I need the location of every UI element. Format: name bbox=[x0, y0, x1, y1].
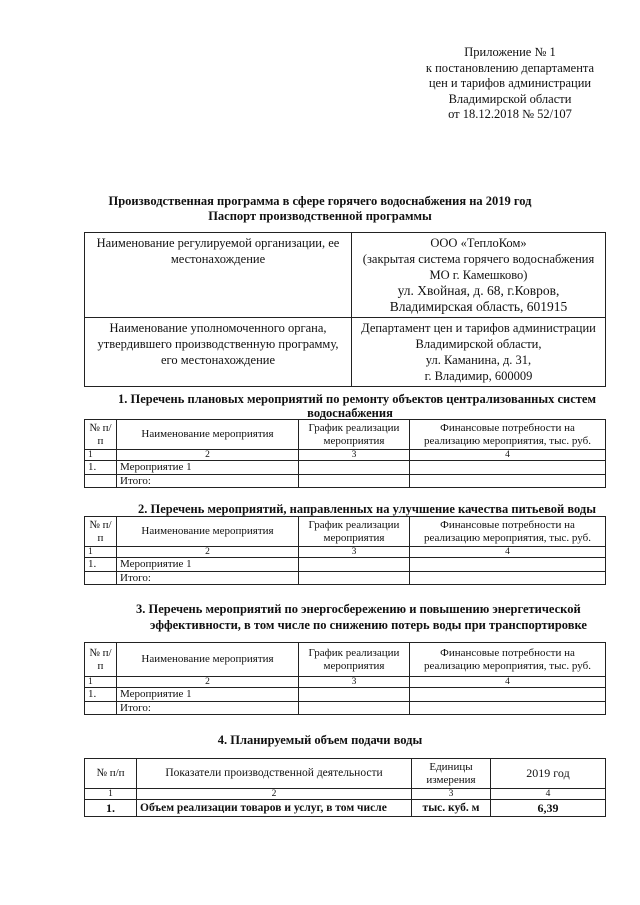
passport-label: Наименование уполномоченного органа, утвердившего производственную программу, его местонахождение bbox=[85, 318, 352, 387]
passport-value bbox=[352, 318, 606, 387]
row-schedule bbox=[299, 701, 410, 715]
document-title: Производственная программа в сфере горячего водоснабжения на 2019 год bbox=[108, 194, 532, 208]
passport-table bbox=[84, 232, 606, 387]
appendix-note bbox=[400, 45, 620, 123]
row-indicator: Объем реализации товаров и услуг, в том числе bbox=[137, 800, 412, 817]
row-no bbox=[85, 474, 117, 488]
appendix-line: Приложение № 1 bbox=[464, 45, 556, 59]
row-name: Мероприятие 1 bbox=[117, 688, 299, 702]
section2-table bbox=[84, 516, 606, 585]
row-finance bbox=[410, 461, 606, 475]
col-header-no: № п/п bbox=[85, 517, 117, 547]
col-header-name: Наименование мероприятия bbox=[117, 517, 299, 547]
row-no: 1. bbox=[85, 688, 117, 702]
section1-title: 1. Перечень плановых мероприятий по ремонту объектов централизованных систем bbox=[118, 392, 596, 406]
passport-value-line: (закрытая система горячего водоснабжения bbox=[362, 252, 595, 266]
col-number: 4 bbox=[491, 789, 606, 800]
passport-value-line: Владимирской области, bbox=[415, 337, 542, 351]
col-number: 1 bbox=[85, 789, 137, 800]
row-schedule bbox=[299, 558, 410, 572]
document-subtitle: Паспорт производственной программы bbox=[208, 209, 432, 223]
passport-value-line: г. Владимир, 600009 bbox=[424, 369, 533, 383]
col-number: 1 bbox=[85, 547, 117, 558]
total-label: Итого: bbox=[117, 571, 299, 585]
section1-title-cont: водоснабжения bbox=[307, 406, 393, 420]
col-header-no: № п/п bbox=[85, 759, 137, 789]
total-label: Итого: bbox=[117, 701, 299, 715]
row-no: 1. bbox=[85, 800, 137, 817]
col-header-name: Наименование мероприятия bbox=[117, 643, 299, 677]
col-number: 3 bbox=[299, 677, 410, 688]
row-schedule bbox=[299, 461, 410, 475]
col-header-year: 2019 год bbox=[491, 759, 606, 789]
appendix-line: цен и тарифов администрации bbox=[428, 76, 592, 90]
col-header-finance: Финансовые потребности на реализацию мероприятия, тыс. руб. bbox=[410, 420, 606, 450]
row-finance bbox=[410, 688, 606, 702]
passport-value-line: Департамент цен и тарифов администрации bbox=[361, 321, 596, 335]
row-value: 6,39 bbox=[491, 800, 606, 817]
row-schedule bbox=[299, 571, 410, 585]
row-unit: тыс. куб. м bbox=[412, 800, 491, 817]
passport-value-line: ул. Хвойная, д. 68, г.Ковров, bbox=[397, 283, 560, 298]
col-header-schedule: График реализации мероприятия bbox=[299, 517, 410, 547]
row-finance bbox=[410, 701, 606, 715]
row-no bbox=[85, 571, 117, 585]
col-header-indicator: Показатели производственной деятельности bbox=[137, 759, 412, 789]
col-number: 3 bbox=[299, 450, 410, 461]
row-finance bbox=[410, 571, 606, 585]
col-number: 2 bbox=[137, 789, 412, 800]
row-no bbox=[85, 701, 117, 715]
col-number: 2 bbox=[117, 547, 299, 558]
col-number: 2 bbox=[117, 677, 299, 688]
col-number: 4 bbox=[410, 450, 606, 461]
col-header-finance: Финансовые потребности на реализацию мероприятия, тыс. руб. bbox=[410, 517, 606, 547]
section3-title-cont: эффективности, в том числе по снижению потерь воды при транспортировке bbox=[150, 618, 587, 632]
passport-value-line: Владимирская область, 601915 bbox=[389, 299, 568, 314]
col-header-no: № п/п bbox=[85, 643, 117, 677]
appendix-line: Владимирской области bbox=[448, 91, 572, 106]
section2-title: 2. Перечень мероприятий, направленных на улучшение качества питьевой воды bbox=[138, 502, 596, 516]
col-number: 1 bbox=[85, 450, 117, 461]
passport-value bbox=[352, 233, 606, 318]
section4-table bbox=[84, 758, 606, 817]
col-header-schedule: График реализации мероприятия bbox=[299, 643, 410, 677]
col-header-finance: Финансовые потребности на реализацию мероприятия, тыс. руб. bbox=[410, 643, 606, 677]
passport-value-line: ул. Каманина, д. 31, bbox=[425, 353, 532, 367]
section3-title: 3. Перечень мероприятий по энергосбережению и повышению энергетической bbox=[136, 602, 581, 616]
appendix-line: от 18.12.2018 № 52/107 bbox=[448, 107, 572, 121]
passport-value-line: ООО «ТеплоКом» bbox=[430, 236, 527, 250]
passport-label: Наименование регулируемой организации, ее местонахождение bbox=[85, 233, 352, 318]
col-header-unit: Единицы измерения bbox=[412, 759, 491, 789]
col-header-name: Наименование мероприятия bbox=[117, 420, 299, 450]
col-number: 4 bbox=[410, 547, 606, 558]
row-finance bbox=[410, 558, 606, 572]
row-name: Мероприятие 1 bbox=[117, 558, 299, 572]
row-name: Мероприятие 1 bbox=[117, 461, 299, 475]
col-header-no: № п/п bbox=[85, 420, 117, 450]
row-schedule bbox=[299, 474, 410, 488]
section1-table bbox=[84, 419, 606, 488]
section3-table bbox=[84, 642, 606, 715]
row-no: 1. bbox=[85, 558, 117, 572]
col-number: 4 bbox=[410, 677, 606, 688]
row-no: 1. bbox=[85, 461, 117, 475]
row-schedule bbox=[299, 688, 410, 702]
col-number: 3 bbox=[412, 789, 491, 800]
appendix-line: к постановлению департамента bbox=[425, 60, 595, 75]
col-header-schedule: График реализации мероприятия bbox=[299, 420, 410, 450]
total-label: Итого: bbox=[117, 474, 299, 488]
passport-value-line: МО г. Камешково) bbox=[429, 268, 528, 282]
col-number: 2 bbox=[117, 450, 299, 461]
row-finance bbox=[410, 474, 606, 488]
col-number: 3 bbox=[299, 547, 410, 558]
section4-title: 4. Планируемый объем подачи воды bbox=[217, 733, 423, 747]
col-number: 1 bbox=[85, 677, 117, 688]
